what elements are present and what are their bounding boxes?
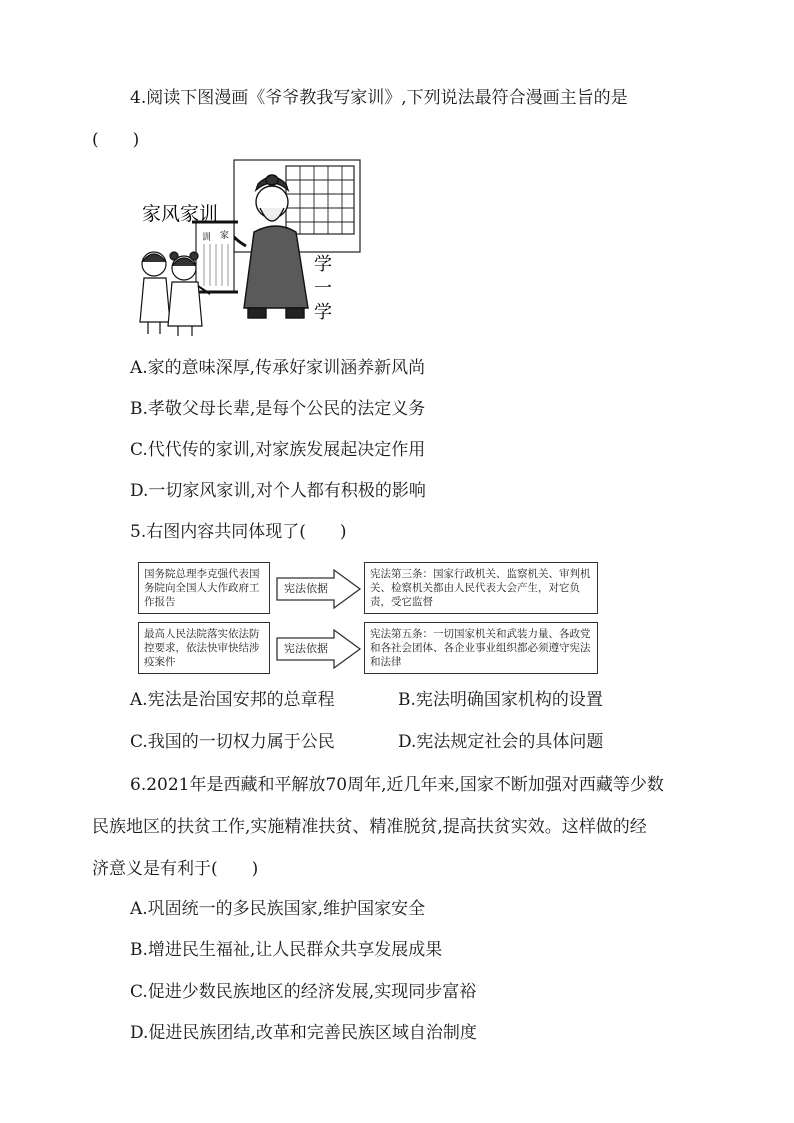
q5-option-a: A.宪法是治国安邦的总章程	[130, 690, 335, 710]
cartoon-label-right-2: 一	[314, 278, 332, 299]
scroll-title-text: 家	[220, 231, 230, 241]
q5-stem: 5.右图内容共同体现了( )	[130, 522, 347, 542]
q6-stem-line3: 济意义是有利于( )	[92, 859, 259, 879]
q4-stem-line2: ( )	[92, 130, 140, 150]
q4-option-c: C.代代传的家训,对家族发展起决定作用	[130, 440, 426, 460]
diagram-row2-right-box: 宪法第五条：一切国家机关和武装力量、各政党和各社会团体、各企业事业组织都必须遵守宪法和法律	[364, 622, 598, 674]
q6-stem-line2: 民族地区的扶贫工作,实施精准扶贫、精准脱贫,提高扶贫实效。这样做的经	[92, 817, 647, 837]
diagram-row2-left-box: 最高人民法院落实依法防控要求，依法快审快结涉疫案件	[138, 622, 270, 674]
diagram-row2-arrow-label: 宪法依据	[284, 642, 328, 655]
diagram-row1-arrow-label: 宪法依据	[284, 582, 328, 595]
q6-stem-line1: 6.2021年是西藏和平解放70周年,近几年来,国家不断加强对西藏等少数	[130, 775, 664, 795]
q4-option-d: D.一切家风家训,对个人都有积极的影响	[130, 481, 426, 501]
q4-option-a: A.家的意味深厚,传承好家训涵养新风尚	[130, 358, 426, 378]
q5-option-d: D.宪法规定社会的具体问题	[398, 732, 604, 752]
cartoon-label-right-3: 学	[314, 302, 332, 323]
q4-cartoon	[136, 158, 364, 340]
scroll	[192, 222, 238, 292]
q5-option-b: B.宪法明确国家机构的设置	[398, 690, 603, 710]
cartoon-label-right-1: 学	[314, 254, 332, 275]
q4-stem-line1: 4.阅读下图漫画《爷爷教我写家训》,下列说法最符合漫画主旨的是	[130, 88, 628, 108]
q6-option-a: A.巩固统一的多民族国家,维护国家安全	[130, 899, 426, 919]
q6-option-d: D.促进民族团结,改革和完善民族区域自治制度	[130, 1023, 477, 1043]
q4-option-b: B.孝敬父母长辈,是每个公民的法定义务	[130, 399, 426, 419]
q5-option-c: C.我国的一切权力属于公民	[130, 732, 335, 752]
cartoon-label-left: 家风家训	[142, 203, 219, 225]
q5-diagram	[138, 560, 600, 678]
diagram-row1-right-box: 宪法第三条：国家行政机关、监察机关、审判机关、检察机关都由人民代表大会产生，对它负责，受它监督	[364, 562, 598, 614]
q6-option-b: B.增进民生福祉,让人民群众共享发展成果	[130, 940, 443, 960]
diagram-row1-left-box: 国务院总理李克强代表国务院向全国人大作政府工作报告	[138, 562, 270, 614]
scroll-small-text: 训	[202, 233, 212, 243]
q6-option-c: C.促进少数民族地区的经济发展,实现同步富裕	[130, 982, 477, 1002]
